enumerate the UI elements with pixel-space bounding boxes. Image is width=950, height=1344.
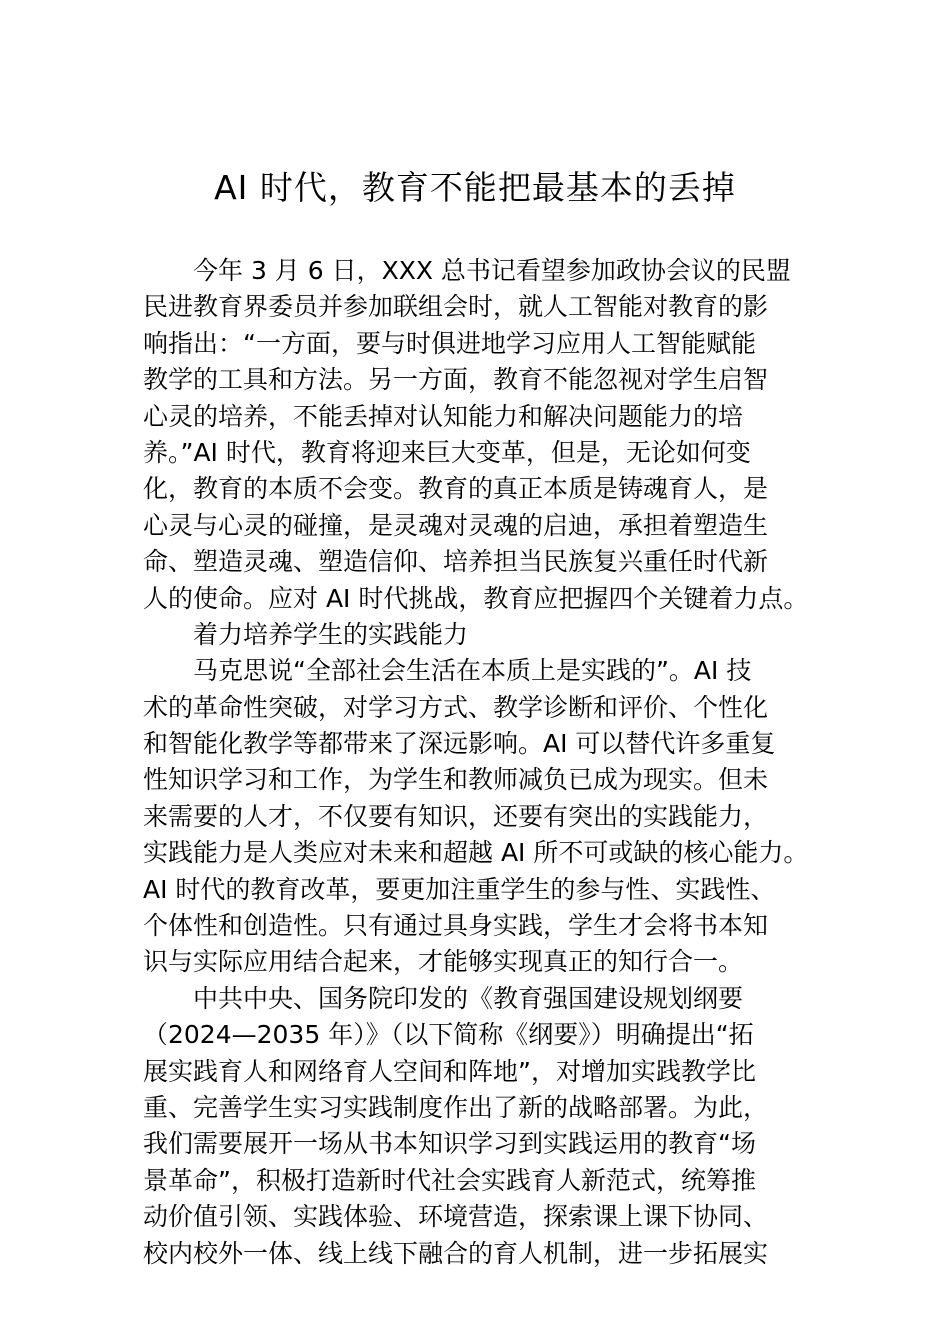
body-line: 性知识学习和工作，为学生和教师减负已成为现实。但未 — [143, 765, 769, 795]
body-line: 民进教育界委员并参加联组会时，就人工智能对教育的影 — [143, 292, 769, 322]
body-line: AI 时代的教育改革，要更加注重学生的参与性、实践性、 — [143, 874, 776, 904]
body-line: 人的使命。应对 AI 时代挑战，教育应把握四个关键着力点。 — [143, 583, 809, 613]
body-line: 马克思说“全部社会生活在本质上是实践的”。AI 技 — [193, 656, 752, 686]
body-line: 今年 3 月 6 日，XXX 总书记看望参加政协会议的民盟 — [193, 256, 791, 285]
body-line: 展实践育人和网络育人空间和阵地”，对增加实践教学比 — [143, 1056, 756, 1086]
body-line: 化，教育的本质不会变。教育的真正本质是铸魂育人，是 — [143, 474, 769, 504]
document-body — [143, 253, 813, 1272]
body-line: 校内校外一体、线上线下融合的育人机制，进一步拓展实 — [143, 1238, 769, 1268]
document-title: AI 时代，教育不能把最基本的丢掉 — [214, 168, 736, 207]
body-line: 教学的工具和方法。另一方面，教育不能忽视对学生启智 — [143, 365, 769, 395]
body-line: 实践能力是人类应对未来和超越 AI 所不可或缺的核心能力。 — [143, 838, 809, 868]
body-line: 景革命”，积极打造新时代社会实践育人新范式，统筹推 — [143, 1165, 756, 1195]
body-line: 着力培养学生的实践能力 — [193, 619, 469, 649]
body-line: （2024—2035 年）》（以下简称《纲要》）明确提出“拓 — [143, 1020, 754, 1050]
body-line: 和智能化教学等都带来了深远影响。AI 可以替代许多重复 — [143, 729, 776, 759]
body-line: 我们需要展开一场从书本知识学习到实践运用的教育“场 — [143, 1129, 756, 1159]
body-line: 响指出：“一方面，要与时俱进地学习应用人工智能赋能 — [143, 328, 756, 358]
body-line: 术的革命性突破，对学习方式、教学诊断和评价、个性化 — [143, 692, 769, 722]
body-line: 心灵的培养，不能丢掉对认知能力和解决问题能力的培 — [143, 401, 744, 431]
body-line: 心灵与心灵的碰撞，是灵魂对灵魂的启迪，承担着塑造生 — [143, 510, 769, 540]
body-line: 动价值引领、实践体验、环境营造，探索课上课下协同、 — [143, 1202, 769, 1232]
body-line: 中共中央、国务院印发的《教育强国建设规划纲要 — [193, 983, 744, 1013]
body-line: 养。”AI 时代，教育将迎来巨大变革，但是，无论如何变 — [143, 437, 751, 467]
body-line: 来需要的人才，不仅要有知识，还要有突出的实践能力， — [143, 801, 769, 831]
body-line: 识与实际应用结合起来，才能够实现真正的知行合一。 — [143, 947, 744, 977]
body-line: 重、完善学生实习实践制度作出了新的战略部署。为此， — [143, 1092, 769, 1122]
body-line: 命、塑造灵魂、塑造信仰、培养担当民族复兴重任时代新 — [143, 547, 769, 577]
body-line: 个体性和创造性。只有通过具身实践，学生才会将书本知 — [143, 911, 769, 941]
